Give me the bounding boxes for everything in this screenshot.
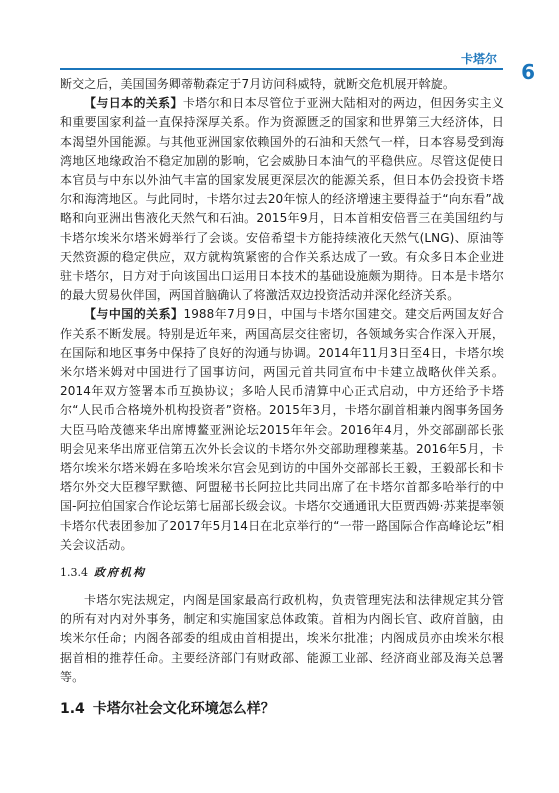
japan-relations-text: 卡塔尔和日本尽管位于亚洲大陆相对的两边，但因务实主义和重要国家利益一直保持深厚关系。作为资源匮乏的国家和世界第三大经济体，日本渴望外国能源。与其他亚洲国家依赖国外的石油和天然气一样，日本容易受到海湾地区地缘政治不稳定加剧的影响，它会威胁日本油气的平稳供应。尽管这促使日本官员与中东以外油气丰富的国家发展更深层次的能源关系，但日本仍会投资卡塔尔和海湾地区。与此同时，卡塔尔过去20年惊人的经济增速主要得益于“向东看”战略和向亚洲出售液化天然气和石油。2015年9月，日本首相安倍晋三在美国纽约与卡塔尔埃米尔塔米姆举行了会谈。安倍希望卡方能持续液化天然气(LNG)、原油等天然资源的稳定供应，双方就构筑紧密的合作关系达成了一致。有众多日本企业进驻卡塔尔，日方对于向该国出口运用日本技术的基础设施颇为期待。日本是卡塔尔的最大贸易伙伴国，两国首脑确认了将激活双边投资活动并深化经济关系。	[60, 96, 504, 303]
subsection-heading	[60, 565, 504, 581]
japan-relations-topic: 【与日本的关系】	[84, 96, 183, 111]
subsection-number: 1.3.4	[60, 566, 88, 580]
section-title: 卡塔尔社会文化环境怎么样？	[92, 701, 275, 718]
continued-paragraph: 断交之后，美国国务卿蒂勒森定于7月访问科威特，就断交危机展开斡旋。	[60, 77, 455, 91]
running-header-title: 卡塔尔	[460, 52, 497, 66]
page-number: 6	[521, 60, 535, 84]
china-relations-topic: 【与中国的关系】	[84, 307, 184, 322]
header-rule	[60, 68, 503, 70]
page-content	[60, 75, 504, 719]
china-relations-paragraph	[60, 305, 504, 555]
china-relations-text: 1988年7月9日，中国与卡塔尔国建交。建交后两国友好合作关系不断发展。特别是近年来，两国高层交往密切，各领域务实合作深入开展，在国际和地区事务中保持了良好的沟通与协调。2014年11月3日至4日，卡塔尔埃米尔塔米姆对中国进行了国事访问，两国元首共同宣布中卡建立战略伙伴关系。2014年双方签署本币互换协议；多哈人民币清算中心正式启动，中方还给予卡塔尔“人民币合格境外机构投资者”资格。2015年3月，卡塔尔副首相兼内阁事务国务大臣马哈茂德来华出席博鳌亚洲论坛2015年年会。2016年4月，外交部副部长张明会见来华出席亚信第五次外长会议的卡塔尔外交部助理穆莱基。2016年5月，卡塔尔埃米尔塔米姆在多哈埃米尔宫会见到访的中国外交部部长王毅，王毅部长和卡塔尔外交大臣穆罕默德、阿盟秘书长阿拉比共同出席了在卡塔尔首都多哈举行的中国-阿拉伯国家合作论坛第七届部长级会议。卡塔尔交通通讯大臣贾西姆·苏莱提率领卡塔尔代表团参加了2017年5月14日在北京举行的“一带一路国际合作高峰论坛”相关会议活动。	[60, 307, 504, 552]
section-heading	[60, 699, 504, 719]
subsection-title: 政府机构	[94, 566, 146, 580]
japan-relations-paragraph	[60, 94, 504, 305]
government-paragraph: 卡塔尔宪法规定，内阁是国家最高行政机构，负责管理宪法和法律规定其分管的所有对内对外事务，制定和实施国家总体政策。首相为内阁长官、政府首脑，由埃米尔任命；内阁各部委的组成由首相提出，埃米尔批准；内阁成员亦由埃米尔根据首相的推荐任命。主要经济部门有财政部、能源工业部、经济商业部及海关总署等。	[60, 593, 504, 684]
section-number: 1.4	[60, 701, 85, 718]
